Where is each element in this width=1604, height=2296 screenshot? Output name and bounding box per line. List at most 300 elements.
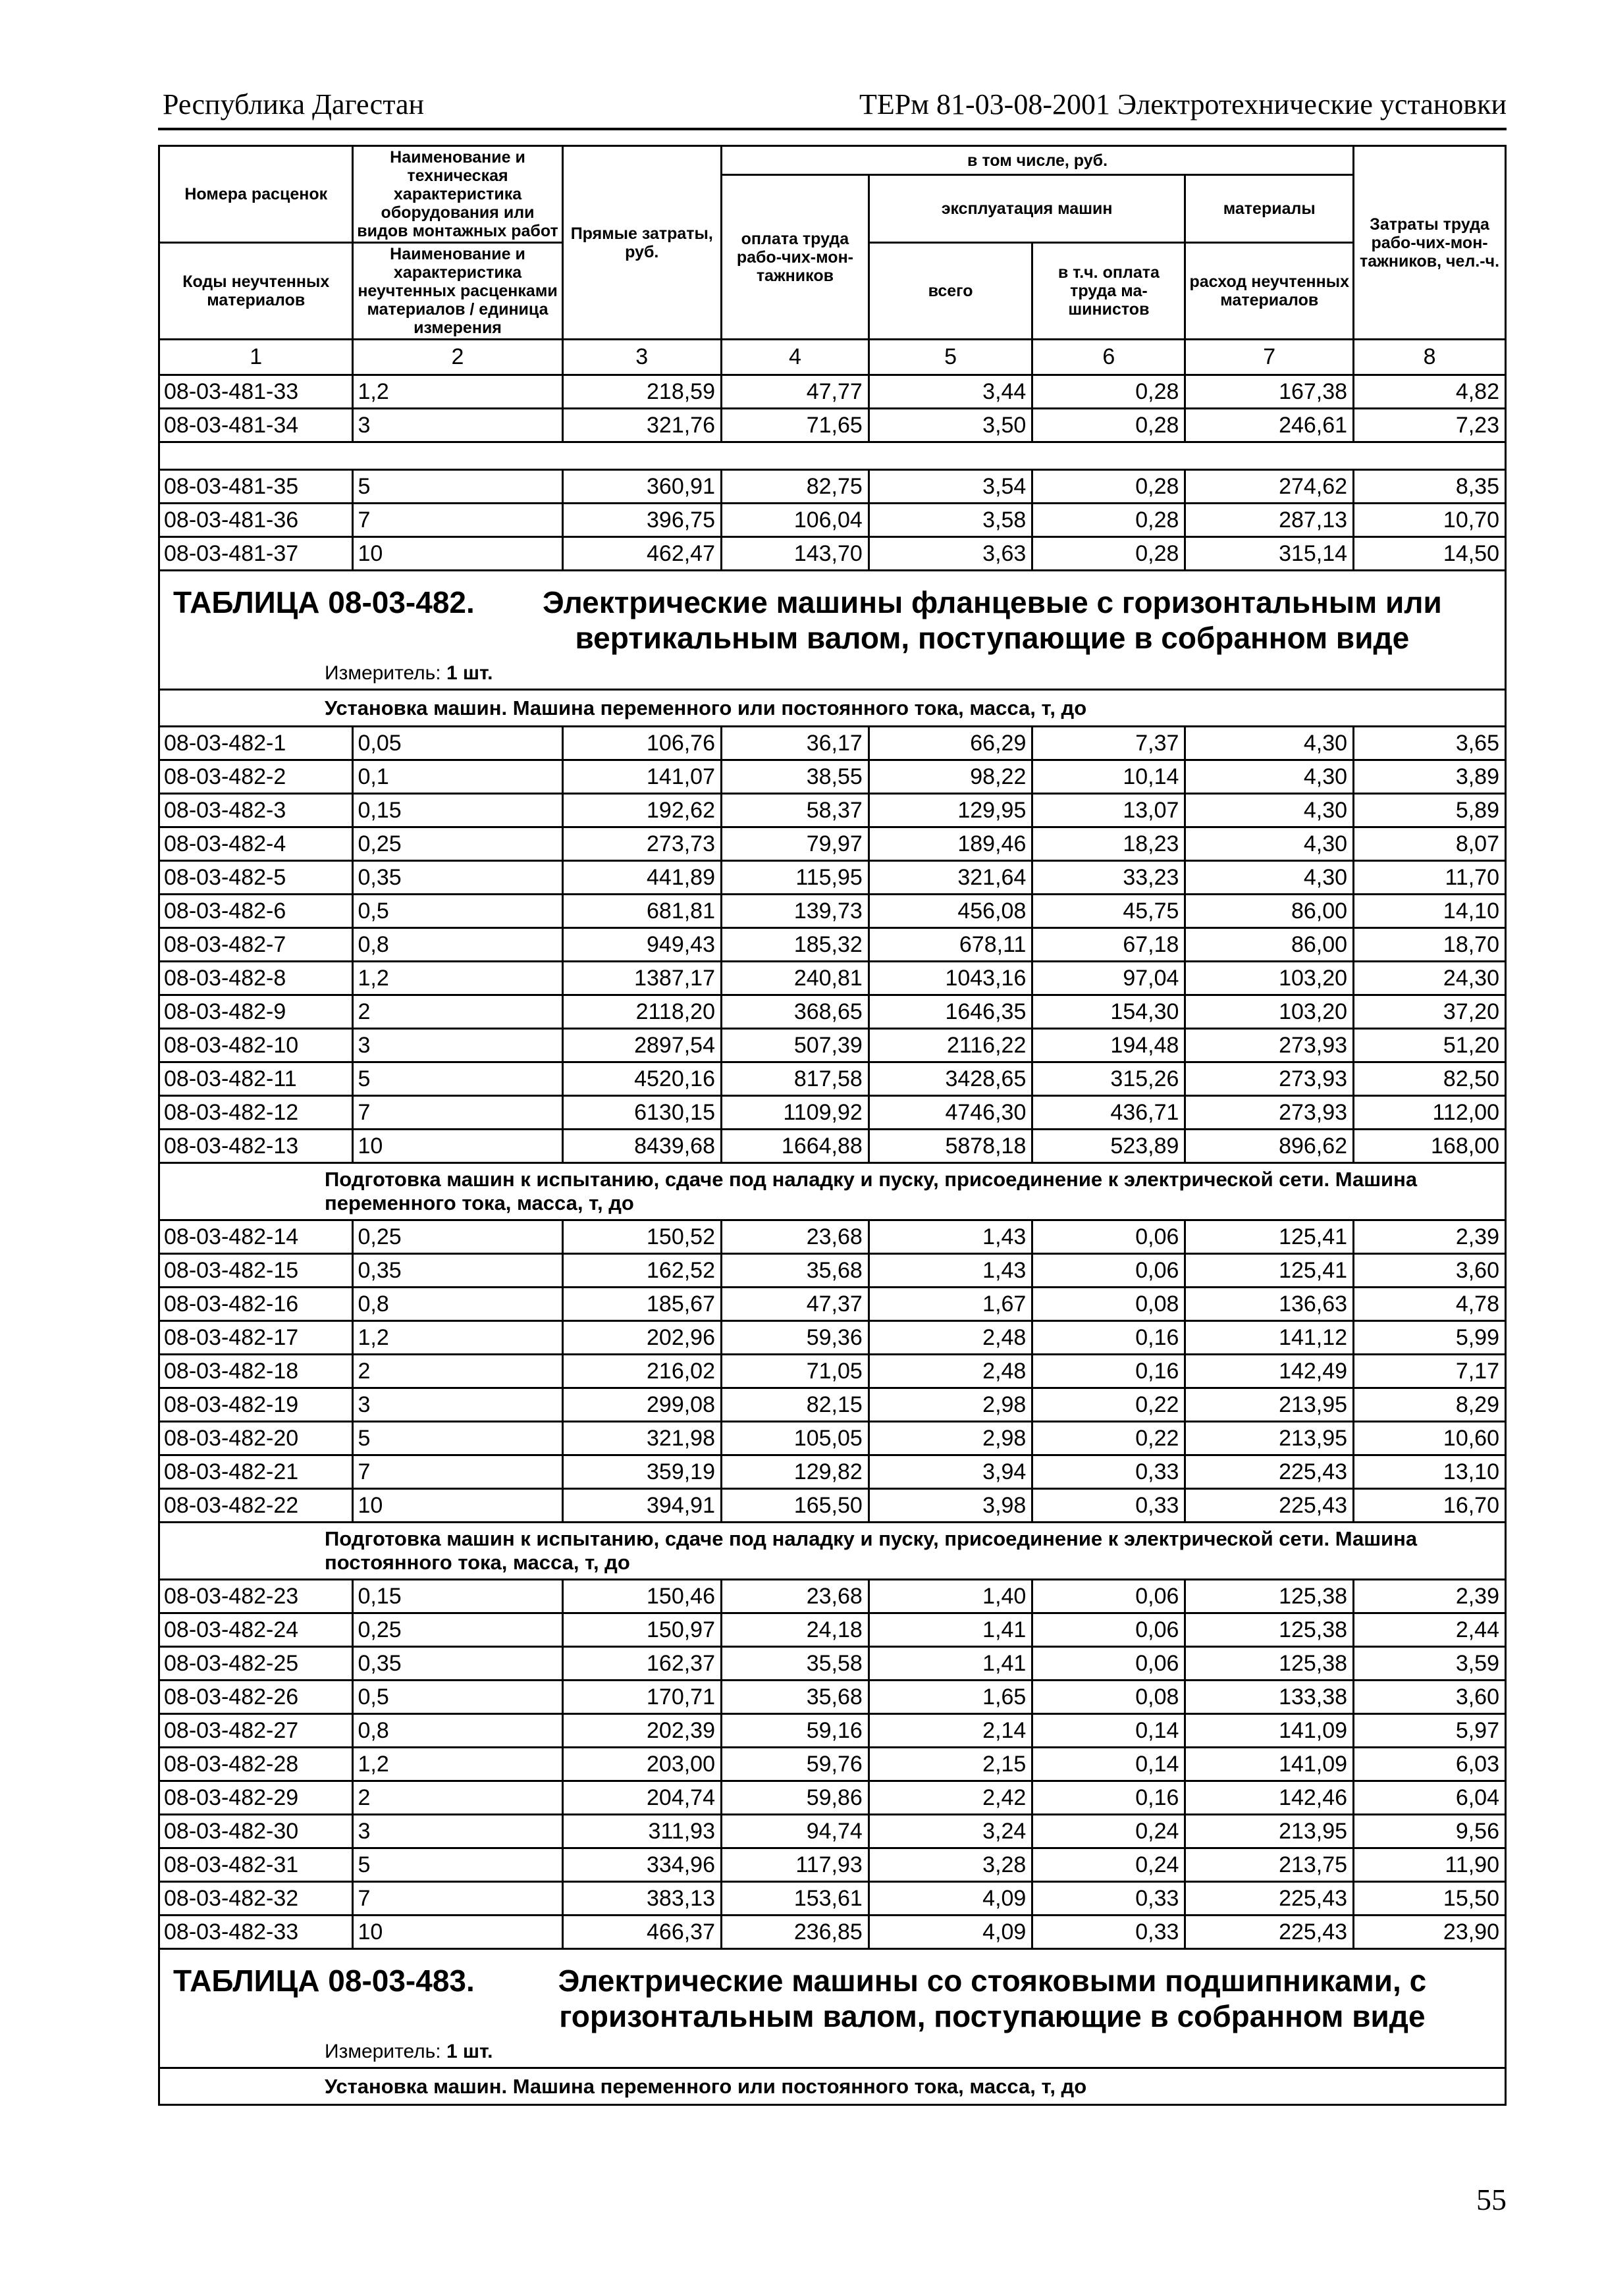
- value-cell: 2897,54: [562, 1029, 721, 1062]
- value-cell: 0,06: [1032, 1220, 1185, 1254]
- rate-code: 08-03-482-8: [159, 962, 353, 995]
- value-cell: 51,20: [1354, 1029, 1506, 1062]
- rate-code: 08-03-482-31: [159, 1848, 353, 1882]
- value-cell: 4,30: [1185, 727, 1354, 760]
- value-cell: 225,43: [1185, 1455, 1354, 1489]
- value-cell: 0,14: [1032, 1748, 1185, 1781]
- table-row: [159, 794, 1506, 827]
- characteristic: 2: [353, 1355, 562, 1388]
- value-cell: 1,43: [869, 1254, 1032, 1288]
- characteristic: 10: [353, 1489, 562, 1523]
- value-cell: 0,16: [1032, 1781, 1185, 1815]
- characteristic: 2: [353, 995, 562, 1029]
- rate-code: 08-03-482-21: [159, 1455, 353, 1489]
- section-cell: [159, 1949, 1506, 2068]
- characteristic: 7: [353, 1882, 562, 1916]
- value-cell: 16,70: [1354, 1489, 1506, 1523]
- value-cell: 287,13: [1185, 504, 1354, 537]
- value-cell: 5,97: [1354, 1714, 1506, 1748]
- rate-code: 08-03-481-33: [159, 375, 353, 409]
- value-cell: 0,06: [1032, 1613, 1185, 1647]
- rate-code: 08-03-482-5: [159, 861, 353, 895]
- value-cell: 213,95: [1185, 1422, 1354, 1455]
- column-number: 7: [1185, 340, 1354, 375]
- characteristic: 10: [353, 537, 562, 571]
- value-cell: 1043,16: [869, 962, 1032, 995]
- materials-header: материалы: [1185, 175, 1354, 243]
- col8: Затраты труда рабо-чих-мон-тажников, чел.-ч.: [1354, 146, 1506, 340]
- value-cell: 0,33: [1032, 1489, 1185, 1523]
- value-cell: 462,47: [562, 537, 721, 571]
- table-row: [159, 504, 1506, 537]
- value-cell: 1,41: [869, 1613, 1032, 1647]
- value-cell: 2,48: [869, 1355, 1032, 1388]
- table-row: [159, 1815, 1506, 1848]
- value-cell: 4,09: [869, 1916, 1032, 1949]
- value-cell: 4,78: [1354, 1288, 1506, 1321]
- value-cell: 141,09: [1185, 1714, 1354, 1748]
- table-row: [159, 1220, 1506, 1254]
- value-cell: 1664,88: [722, 1130, 869, 1163]
- value-cell: 38,55: [722, 760, 869, 794]
- characteristic: 0,15: [353, 1580, 562, 1613]
- value-cell: 8,35: [1354, 470, 1506, 504]
- value-cell: 203,00: [562, 1748, 721, 1781]
- value-cell: 8,29: [1354, 1388, 1506, 1422]
- table-row: [159, 861, 1506, 895]
- characteristic: 0,25: [353, 827, 562, 861]
- rate-code: 08-03-482-26: [159, 1681, 353, 1714]
- value-cell: 35,58: [722, 1647, 869, 1681]
- value-cell: 0,22: [1032, 1422, 1185, 1455]
- value-cell: 4,30: [1185, 760, 1354, 794]
- measure-value: 1 шт.: [446, 2041, 493, 2062]
- value-cell: 153,61: [722, 1882, 869, 1916]
- rate-code: 08-03-481-36: [159, 504, 353, 537]
- value-cell: 0,28: [1032, 409, 1185, 442]
- value-cell: 4,09: [869, 1882, 1032, 1916]
- characteristic: 3: [353, 1029, 562, 1062]
- value-cell: 5,99: [1354, 1321, 1506, 1355]
- value-cell: 150,97: [562, 1613, 721, 1647]
- characteristic: 1,2: [353, 962, 562, 995]
- value-cell: 10,60: [1354, 1422, 1506, 1455]
- table-title: [160, 571, 1505, 656]
- value-cell: 678,11: [869, 928, 1032, 962]
- value-cell: 150,46: [562, 1580, 721, 1613]
- table-row: [159, 995, 1506, 1029]
- value-cell: 35,68: [722, 1254, 869, 1288]
- rate-code: 08-03-482-23: [159, 1580, 353, 1613]
- value-cell: 23,90: [1354, 1916, 1506, 1949]
- table-row: [159, 1130, 1506, 1163]
- value-cell: 167,38: [1185, 375, 1354, 409]
- column-number: 4: [722, 340, 869, 375]
- value-cell: 8,07: [1354, 827, 1506, 861]
- rate-code: 08-03-482-1: [159, 727, 353, 760]
- value-cell: 24,18: [722, 1613, 869, 1647]
- value-cell: 321,98: [562, 1422, 721, 1455]
- value-cell: 436,71: [1032, 1096, 1185, 1130]
- table-row: [159, 1062, 1506, 1096]
- value-cell: 11,70: [1354, 861, 1506, 895]
- table-row: [159, 1613, 1506, 1647]
- table-row: [159, 827, 1506, 861]
- rate-code: 08-03-482-3: [159, 794, 353, 827]
- value-cell: 170,71: [562, 1681, 721, 1714]
- rate-code: 08-03-482-14: [159, 1220, 353, 1254]
- rate-code: 08-03-482-22: [159, 1489, 353, 1523]
- rate-code: 08-03-482-25: [159, 1647, 353, 1681]
- col1-bottom: Коды неучтенных материалов: [159, 243, 353, 340]
- value-cell: 274,62: [1185, 470, 1354, 504]
- value-cell: 192,62: [562, 794, 721, 827]
- value-cell: 240,81: [722, 962, 869, 995]
- value-cell: 59,16: [722, 1714, 869, 1748]
- gap-cell: [159, 442, 1506, 470]
- table-row: [159, 1355, 1506, 1388]
- characteristic: 5: [353, 1062, 562, 1096]
- value-cell: 273,93: [1185, 1029, 1354, 1062]
- value-cell: 441,89: [562, 861, 721, 895]
- value-cell: 112,00: [1354, 1096, 1506, 1130]
- page-number: 55: [1476, 2183, 1507, 2216]
- value-cell: 0,22: [1032, 1388, 1185, 1422]
- rate-code: 08-03-482-13: [159, 1130, 353, 1163]
- value-cell: 125,38: [1185, 1647, 1354, 1681]
- rate-code: 08-03-482-32: [159, 1882, 353, 1916]
- table-row: [159, 1254, 1506, 1288]
- rate-code: 08-03-482-16: [159, 1288, 353, 1321]
- value-cell: 817,58: [722, 1062, 869, 1096]
- table-section-header: [159, 1949, 1506, 2068]
- value-cell: 2,39: [1354, 1220, 1506, 1254]
- col4: оплата труда рабо-чих-мон-тажников: [722, 175, 869, 340]
- value-cell: 0,33: [1032, 1916, 1185, 1949]
- characteristic: 0,35: [353, 1647, 562, 1681]
- value-cell: 136,63: [1185, 1288, 1354, 1321]
- value-cell: 3,50: [869, 409, 1032, 442]
- value-cell: 321,64: [869, 861, 1032, 895]
- value-cell: 7,23: [1354, 409, 1506, 442]
- characteristic: 3: [353, 1815, 562, 1848]
- value-cell: 154,30: [1032, 995, 1185, 1029]
- value-cell: 2,39: [1354, 1580, 1506, 1613]
- characteristic: 0,8: [353, 928, 562, 962]
- value-cell: 383,13: [562, 1882, 721, 1916]
- subsection-title: Установка машин. Машина переменного или постоянного тока, масса, т, до: [159, 2068, 1506, 2105]
- value-cell: 0,33: [1032, 1882, 1185, 1916]
- characteristic: 1,2: [353, 1748, 562, 1781]
- value-cell: 3,89: [1354, 760, 1506, 794]
- value-cell: 125,41: [1185, 1254, 1354, 1288]
- value-cell: 1,67: [869, 1288, 1032, 1321]
- characteristic: 0,5: [353, 895, 562, 928]
- value-cell: 3,60: [1354, 1254, 1506, 1288]
- value-cell: 4,30: [1185, 794, 1354, 827]
- value-cell: 1,65: [869, 1681, 1032, 1714]
- value-cell: 213,75: [1185, 1848, 1354, 1882]
- value-cell: 0,28: [1032, 504, 1185, 537]
- table-row: [159, 1681, 1506, 1714]
- rate-code: 08-03-482-17: [159, 1321, 353, 1355]
- value-cell: 2,44: [1354, 1613, 1506, 1647]
- value-cell: 14,10: [1354, 895, 1506, 928]
- subsection-title: Установка машин. Машина переменного или постоянного тока, масса, т, до: [159, 690, 1506, 727]
- value-cell: 949,43: [562, 928, 721, 962]
- subsection-title: Подготовка машин к испытанию, сдаче под наладку и пуску, присоединение к электрической сети. Машина постоянного тока, масса, т, до: [159, 1523, 1506, 1580]
- characteristic: 1,2: [353, 375, 562, 409]
- column-number: 3: [562, 340, 721, 375]
- value-cell: 1646,35: [869, 995, 1032, 1029]
- characteristic: 0,8: [353, 1288, 562, 1321]
- col7: расход неучтенных материалов: [1185, 243, 1354, 340]
- value-cell: 18,23: [1032, 827, 1185, 861]
- value-cell: 246,61: [1185, 409, 1354, 442]
- value-cell: 0,08: [1032, 1681, 1185, 1714]
- value-cell: 213,95: [1185, 1388, 1354, 1422]
- value-cell: 1387,17: [562, 962, 721, 995]
- table-row: [159, 1455, 1506, 1489]
- rate-code: 08-03-481-34: [159, 409, 353, 442]
- value-cell: 394,91: [562, 1489, 721, 1523]
- value-cell: 162,37: [562, 1647, 721, 1681]
- table-row: [159, 895, 1506, 928]
- value-cell: 681,81: [562, 895, 721, 928]
- value-cell: 125,41: [1185, 1220, 1354, 1254]
- value-cell: 142,46: [1185, 1781, 1354, 1815]
- value-cell: 311,93: [562, 1815, 721, 1848]
- table-row: [159, 537, 1506, 571]
- value-cell: 15,50: [1354, 1882, 1506, 1916]
- column-number: 2: [353, 340, 562, 375]
- rate-code: 08-03-482-4: [159, 827, 353, 861]
- value-cell: 45,75: [1032, 895, 1185, 928]
- rate-code: 08-03-482-18: [159, 1355, 353, 1388]
- rate-code: 08-03-482-27: [159, 1714, 353, 1748]
- column-number: 1: [159, 340, 353, 375]
- value-cell: 3,63: [869, 537, 1032, 571]
- table-row: [159, 1848, 1506, 1882]
- value-cell: 11,90: [1354, 1848, 1506, 1882]
- characteristic: 10: [353, 1130, 562, 1163]
- column-number: 6: [1032, 340, 1185, 375]
- value-cell: 0,16: [1032, 1355, 1185, 1388]
- value-cell: 37,20: [1354, 995, 1506, 1029]
- value-cell: 202,39: [562, 1714, 721, 1748]
- rate-code: 08-03-482-33: [159, 1916, 353, 1949]
- value-cell: 0,06: [1032, 1254, 1185, 1288]
- value-cell: 507,39: [722, 1029, 869, 1062]
- value-cell: 0,24: [1032, 1815, 1185, 1848]
- value-cell: 23,68: [722, 1220, 869, 1254]
- value-cell: 273,73: [562, 827, 721, 861]
- value-cell: 0,06: [1032, 1647, 1185, 1681]
- value-cell: 86,00: [1185, 895, 1354, 928]
- value-cell: 13,10: [1354, 1455, 1506, 1489]
- value-cell: 466,37: [562, 1916, 721, 1949]
- table-section-header: [159, 571, 1506, 690]
- table-row: [159, 727, 1506, 760]
- measure-line: [160, 656, 1505, 689]
- value-cell: 47,37: [722, 1288, 869, 1321]
- value-cell: 2,14: [869, 1714, 1032, 1748]
- rate-code: 08-03-482-11: [159, 1062, 353, 1096]
- value-cell: 2118,20: [562, 995, 721, 1029]
- value-cell: 165,50: [722, 1489, 869, 1523]
- value-cell: 360,91: [562, 470, 721, 504]
- characteristic: 0,1: [353, 760, 562, 794]
- rate-code: 08-03-482-15: [159, 1254, 353, 1288]
- value-cell: 2,42: [869, 1781, 1032, 1815]
- value-cell: 18,70: [1354, 928, 1506, 962]
- value-cell: 150,52: [562, 1220, 721, 1254]
- table-row: [159, 760, 1506, 794]
- value-cell: 273,93: [1185, 1096, 1354, 1130]
- measure-value: 1 шт.: [446, 662, 493, 684]
- value-cell: 129,95: [869, 794, 1032, 827]
- value-cell: 66,29: [869, 727, 1032, 760]
- value-cell: 4520,16: [562, 1062, 721, 1096]
- characteristic: 0,25: [353, 1613, 562, 1647]
- value-cell: 3,65: [1354, 727, 1506, 760]
- rate-code: 08-03-482-29: [159, 1781, 353, 1815]
- value-cell: 0,28: [1032, 375, 1185, 409]
- value-cell: 185,32: [722, 928, 869, 962]
- rate-code: 08-03-481-37: [159, 537, 353, 571]
- table-body: [159, 375, 1506, 2105]
- table-row: [159, 1321, 1506, 1355]
- characteristic: 3: [353, 409, 562, 442]
- characteristic: 7: [353, 1455, 562, 1489]
- characteristic: 5: [353, 1848, 562, 1882]
- table-row: [159, 1916, 1506, 1949]
- value-cell: 2,48: [869, 1321, 1032, 1355]
- value-cell: 4,30: [1185, 861, 1354, 895]
- table-row: [159, 470, 1506, 504]
- table-row: [159, 1096, 1506, 1130]
- table-row: [159, 1781, 1506, 1815]
- column-number: 5: [869, 340, 1032, 375]
- value-cell: 141,09: [1185, 1748, 1354, 1781]
- rate-code: 08-03-482-2: [159, 760, 353, 794]
- value-cell: 1,43: [869, 1220, 1032, 1254]
- value-cell: 3428,65: [869, 1062, 1032, 1096]
- table-row: [159, 1580, 1506, 1613]
- characteristic: 0,25: [353, 1220, 562, 1254]
- table-number: ТАБЛИЦА 08-03-483.: [173, 1964, 475, 1998]
- col2-top: Наименование и техническая характеристика оборудования или видов монтажных работ: [353, 146, 562, 243]
- value-cell: 98,22: [869, 760, 1032, 794]
- value-cell: 194,48: [1032, 1029, 1185, 1062]
- value-cell: 5878,18: [869, 1130, 1032, 1163]
- value-cell: 125,38: [1185, 1613, 1354, 1647]
- value-cell: 3,28: [869, 1848, 1032, 1882]
- value-cell: 9,56: [1354, 1815, 1506, 1848]
- value-cell: 456,08: [869, 895, 1032, 928]
- value-cell: 106,76: [562, 727, 721, 760]
- value-cell: 202,96: [562, 1321, 721, 1355]
- characteristic: 5: [353, 1422, 562, 1455]
- value-cell: 14,50: [1354, 537, 1506, 571]
- col1-top: Номера расценок: [159, 146, 353, 243]
- col6: в т.ч. оплата труда ма-шинистов: [1032, 243, 1185, 340]
- col2-bottom: Наименование и характеристика неучтенных расценками материалов / единица измерения: [353, 243, 562, 340]
- value-cell: 59,86: [722, 1781, 869, 1815]
- value-cell: 1,41: [869, 1647, 1032, 1681]
- value-cell: 117,93: [722, 1848, 869, 1882]
- table-row: [159, 928, 1506, 962]
- table-row: [159, 1029, 1506, 1062]
- value-cell: 82,15: [722, 1388, 869, 1422]
- value-cell: 1,40: [869, 1580, 1032, 1613]
- value-cell: 185,67: [562, 1288, 721, 1321]
- value-cell: 2116,22: [869, 1029, 1032, 1062]
- header-rule: [158, 128, 1507, 130]
- value-cell: 225,43: [1185, 1489, 1354, 1523]
- table-row: [159, 1422, 1506, 1455]
- rate-code: 08-03-481-35: [159, 470, 353, 504]
- table-gap: [159, 442, 1506, 470]
- value-cell: 896,62: [1185, 1130, 1354, 1163]
- value-cell: 321,76: [562, 409, 721, 442]
- header-document-code: ТЕРм 81-03-08-2001 Электротехнические установки: [859, 88, 1507, 120]
- value-cell: 8439,68: [562, 1130, 721, 1163]
- price-table: [158, 145, 1507, 2106]
- characteristic: 5: [353, 470, 562, 504]
- value-cell: 2,98: [869, 1422, 1032, 1455]
- measure-label: Измеритель:: [325, 2041, 441, 2062]
- value-cell: 0,28: [1032, 470, 1185, 504]
- characteristic: 0,35: [353, 861, 562, 895]
- value-cell: 142,49: [1185, 1355, 1354, 1388]
- value-cell: 58,37: [722, 794, 869, 827]
- table-row: [159, 962, 1506, 995]
- value-cell: 97,04: [1032, 962, 1185, 995]
- value-cell: 4,82: [1354, 375, 1506, 409]
- table-row: [159, 1882, 1506, 1916]
- subsection-row: [159, 1523, 1506, 1580]
- rate-code: 08-03-482-24: [159, 1613, 353, 1647]
- value-cell: 24,30: [1354, 962, 1506, 995]
- table-row: [159, 1489, 1506, 1523]
- value-cell: 59,76: [722, 1748, 869, 1781]
- header-region: Республика Дагестан: [163, 88, 425, 120]
- value-cell: 2,98: [869, 1388, 1032, 1422]
- value-cell: 189,46: [869, 827, 1032, 861]
- value-cell: 59,36: [722, 1321, 869, 1355]
- value-cell: 273,93: [1185, 1062, 1354, 1096]
- value-cell: 125,38: [1185, 1580, 1354, 1613]
- table-row: [159, 409, 1506, 442]
- table-header: [159, 146, 1506, 375]
- value-cell: 216,02: [562, 1355, 721, 1388]
- table-row: [159, 1714, 1506, 1748]
- column-numbers: [159, 340, 1506, 375]
- table-title: [160, 1950, 1505, 2034]
- value-cell: 94,74: [722, 1815, 869, 1848]
- characteristic: 0,8: [353, 1714, 562, 1748]
- section-cell: [159, 571, 1506, 690]
- value-cell: 141,12: [1185, 1321, 1354, 1355]
- characteristic: 0,5: [353, 1681, 562, 1714]
- value-cell: 6,03: [1354, 1748, 1506, 1781]
- value-cell: 36,17: [722, 727, 869, 760]
- measure-label: Измеритель:: [325, 662, 441, 684]
- subsection-row: [159, 1163, 1506, 1220]
- table-row: [159, 1748, 1506, 1781]
- value-cell: 5,89: [1354, 794, 1506, 827]
